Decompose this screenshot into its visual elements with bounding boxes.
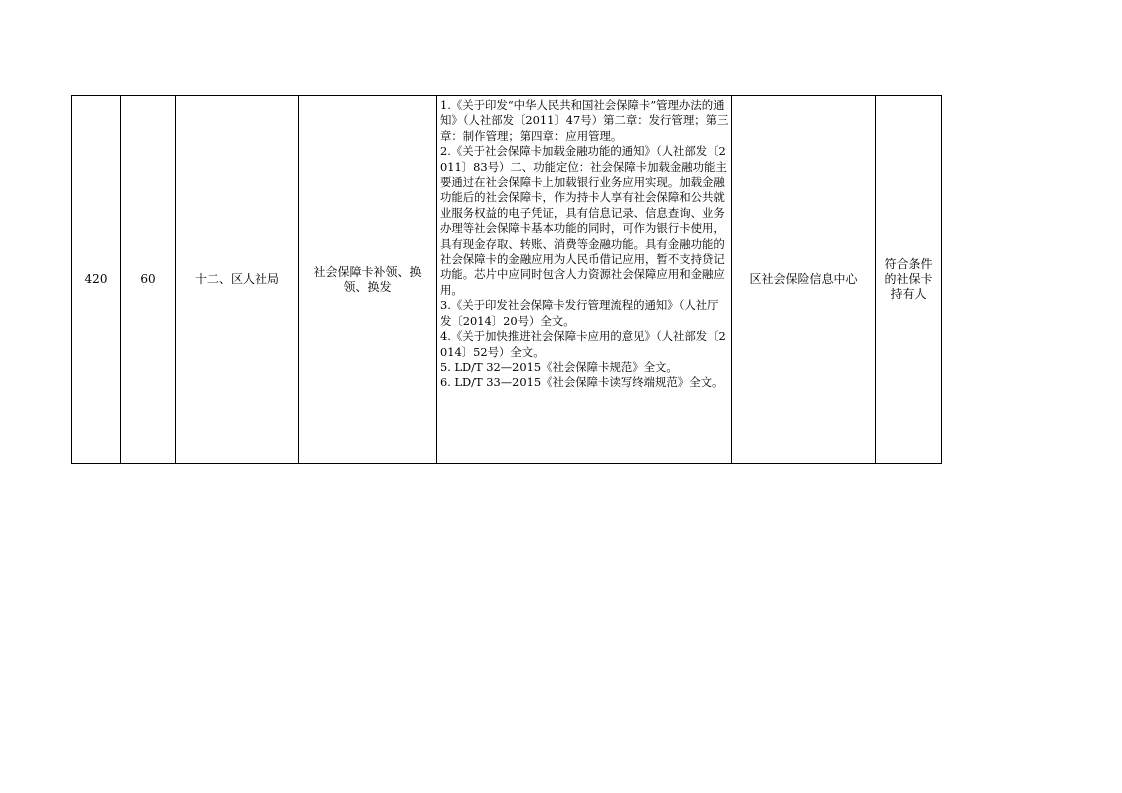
seq-cell <box>72 96 121 464</box>
service-item-table <box>71 95 942 464</box>
basis-entry-2: 2.《关于社会保障卡加载金融功能的通知》（人社部发〔2011〕83号）二、功能定位：社会保障卡加载金融功能主要通过在社会保障卡上加载银行业务应用实现。加载金融功能后的社会保障卡，作为持卡人享有社会保障和公共就业服务权益的电子凭证，具有信息记录、信息查询、业务办理等社会保障卡基本功能的同时，可作为银行卡使用，具有现金存取、转账、消费等金融功能。具有金融功能的社会保障卡的金融应用为人民币借记应用，暂不支持贷记功能。芯片中应同时包含人力资源社会保障应用和金融应用。 <box>440 144 727 297</box>
department-cell <box>176 96 299 464</box>
item-number: 60 <box>140 272 156 286</box>
legal-basis-cell <box>437 96 732 464</box>
table-row <box>72 96 942 464</box>
item-name: 社会保障卡补领、换领、换发 <box>313 264 422 294</box>
department-name: 十二、区人社局 <box>194 272 279 286</box>
num-cell <box>121 96 176 464</box>
basis-entry-4: 4.《关于加快推进社会保障卡应用的意见》（人社部发〔2014〕52号）全文。 <box>440 329 726 359</box>
basis-entry-5: 5. LD/T 32—2015《社会保障卡规范》全文。 <box>440 359 678 374</box>
service-object: 符合条件的社保卡持有人 <box>884 257 933 301</box>
basis-entry-3: 3.《关于印发社会保障卡发行管理流程的通知》（人社厅发〔2014〕20号）全文。 <box>440 298 719 328</box>
item-name-cell <box>299 96 437 464</box>
implementing-org: 区社会保险信息中心 <box>749 272 858 286</box>
implementing-org-cell <box>732 96 876 464</box>
seq-number: 420 <box>84 272 108 286</box>
basis-entry-6: 6. LD/T 33—2015《社会保障卡读写终端规范》全文。 <box>440 375 724 390</box>
basis-entry-1: 1.《关于印发“中华人民共和国社会保障卡”管理办法的通知》（人社部发〔2011〕47号）第二章：发行管理；第三章：制作管理；第四章：应用管理。 <box>440 98 729 143</box>
service-object-cell <box>876 96 942 464</box>
